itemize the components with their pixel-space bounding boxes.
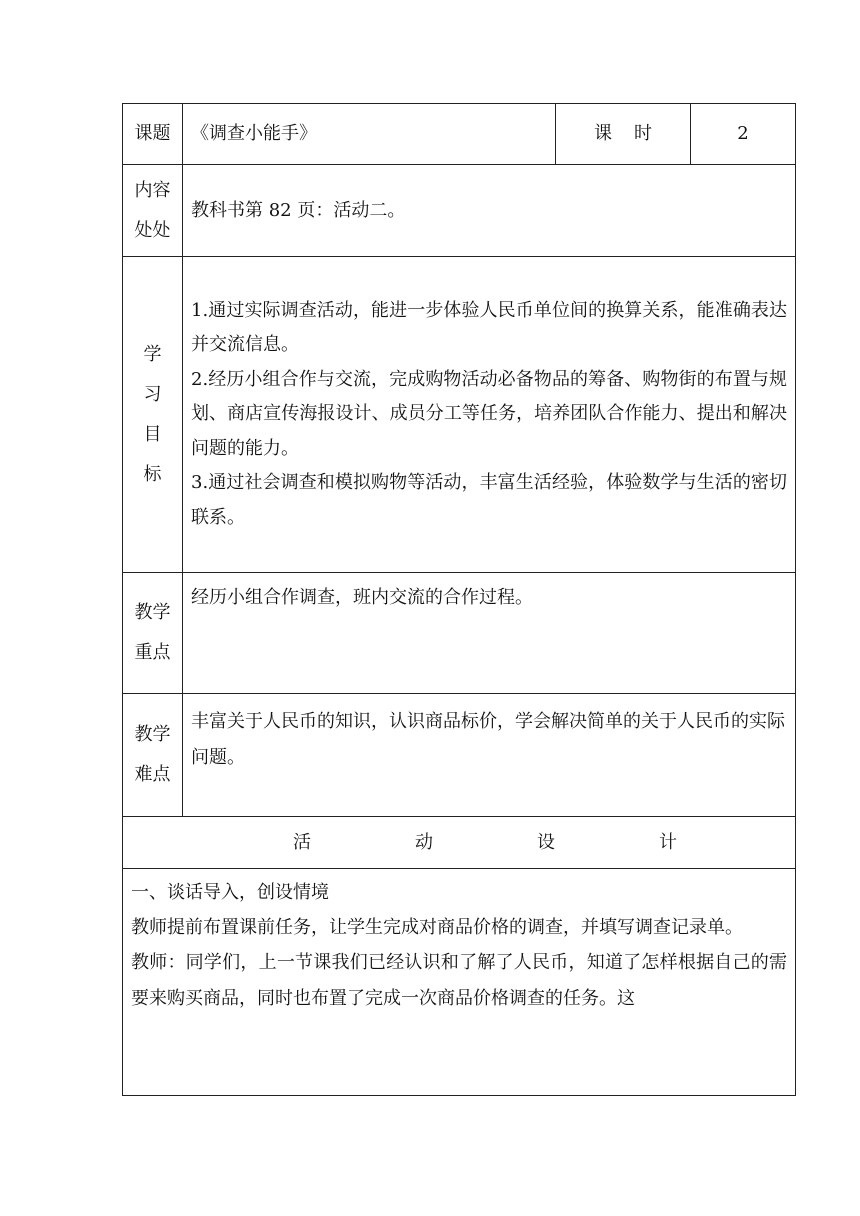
difficulties-label [123,694,183,817]
objective-item: 1.通过实际调查活动，能进一步体验人民币单位间的换算关系，能准确表达并交流信息。 [191,299,787,356]
content-source-value: 教科书第 82 页：活动二。 [183,165,796,257]
row-activity [123,869,796,1096]
difficulties-label-line2: 难点 [134,764,171,785]
design-heading-char: 动 [415,831,433,853]
objectives-label-line1: 学习 [143,343,174,405]
objectives-list [183,257,796,573]
period-label: 课时 [556,104,691,165]
section-heading: 一、谈话导入，创设情境 [131,882,329,903]
row-design-heading [123,817,796,869]
design-heading-char: 设 [537,831,555,853]
activity-body [123,869,796,1096]
lesson-title: 《调查小能手》 [183,104,556,165]
content-source-label-line1: 内容 [134,179,171,201]
row-key-points [123,573,796,694]
difficulties-value: 丰富关于人民币的知识，认识商品标价，学会解决简单的关于人民币的实际问题。 [183,694,796,817]
key-points-value: 经历小组合作调查，班内交流的合作过程。 [183,573,796,694]
key-points-label-line1: 教学 [134,602,171,623]
title-label: 课题 [123,104,183,165]
row-content-source [123,165,796,257]
row-objectives [123,257,796,573]
difficulties-label-line1: 教学 [134,724,171,745]
lesson-plan-table [122,103,796,1096]
activity-paragraph: 教师提前布置课前任务，让学生完成对商品价格的调查，并填写调查记录单。 [131,917,743,939]
period-value: 2 [691,104,796,165]
activity-paragraph: 教师：同学们，上一节课我们已经认识和了解了人民币，知道了怎样根据自己的需要来购买商品，同时也布置了完成一次商品价格调查的任务。这 [131,952,787,1009]
objective-item: 2.经历小组合作与交流，完成购物活动必备物品的筹备、购物街的布置与规划、商店宣传海报设计、成员分工等任务，培养团队合作能力、提出和解决问题的能力。 [191,368,787,459]
key-points-label-line2: 重点 [134,642,171,663]
content-source-label [123,165,183,257]
key-points-label [123,573,183,694]
content-source-label-line2: 处处 [134,219,171,241]
objectives-label-line2: 目标 [143,423,174,485]
design-heading [123,817,796,869]
row-title [123,104,796,165]
objectives-label [123,257,183,573]
row-difficulties [123,694,796,817]
design-heading-char: 活 [293,831,311,853]
objective-item: 3.通过社会调查和模拟购物等活动，丰富生活经验，体验数学与生活的密切联系。 [191,472,787,528]
design-heading-char: 计 [659,831,677,853]
